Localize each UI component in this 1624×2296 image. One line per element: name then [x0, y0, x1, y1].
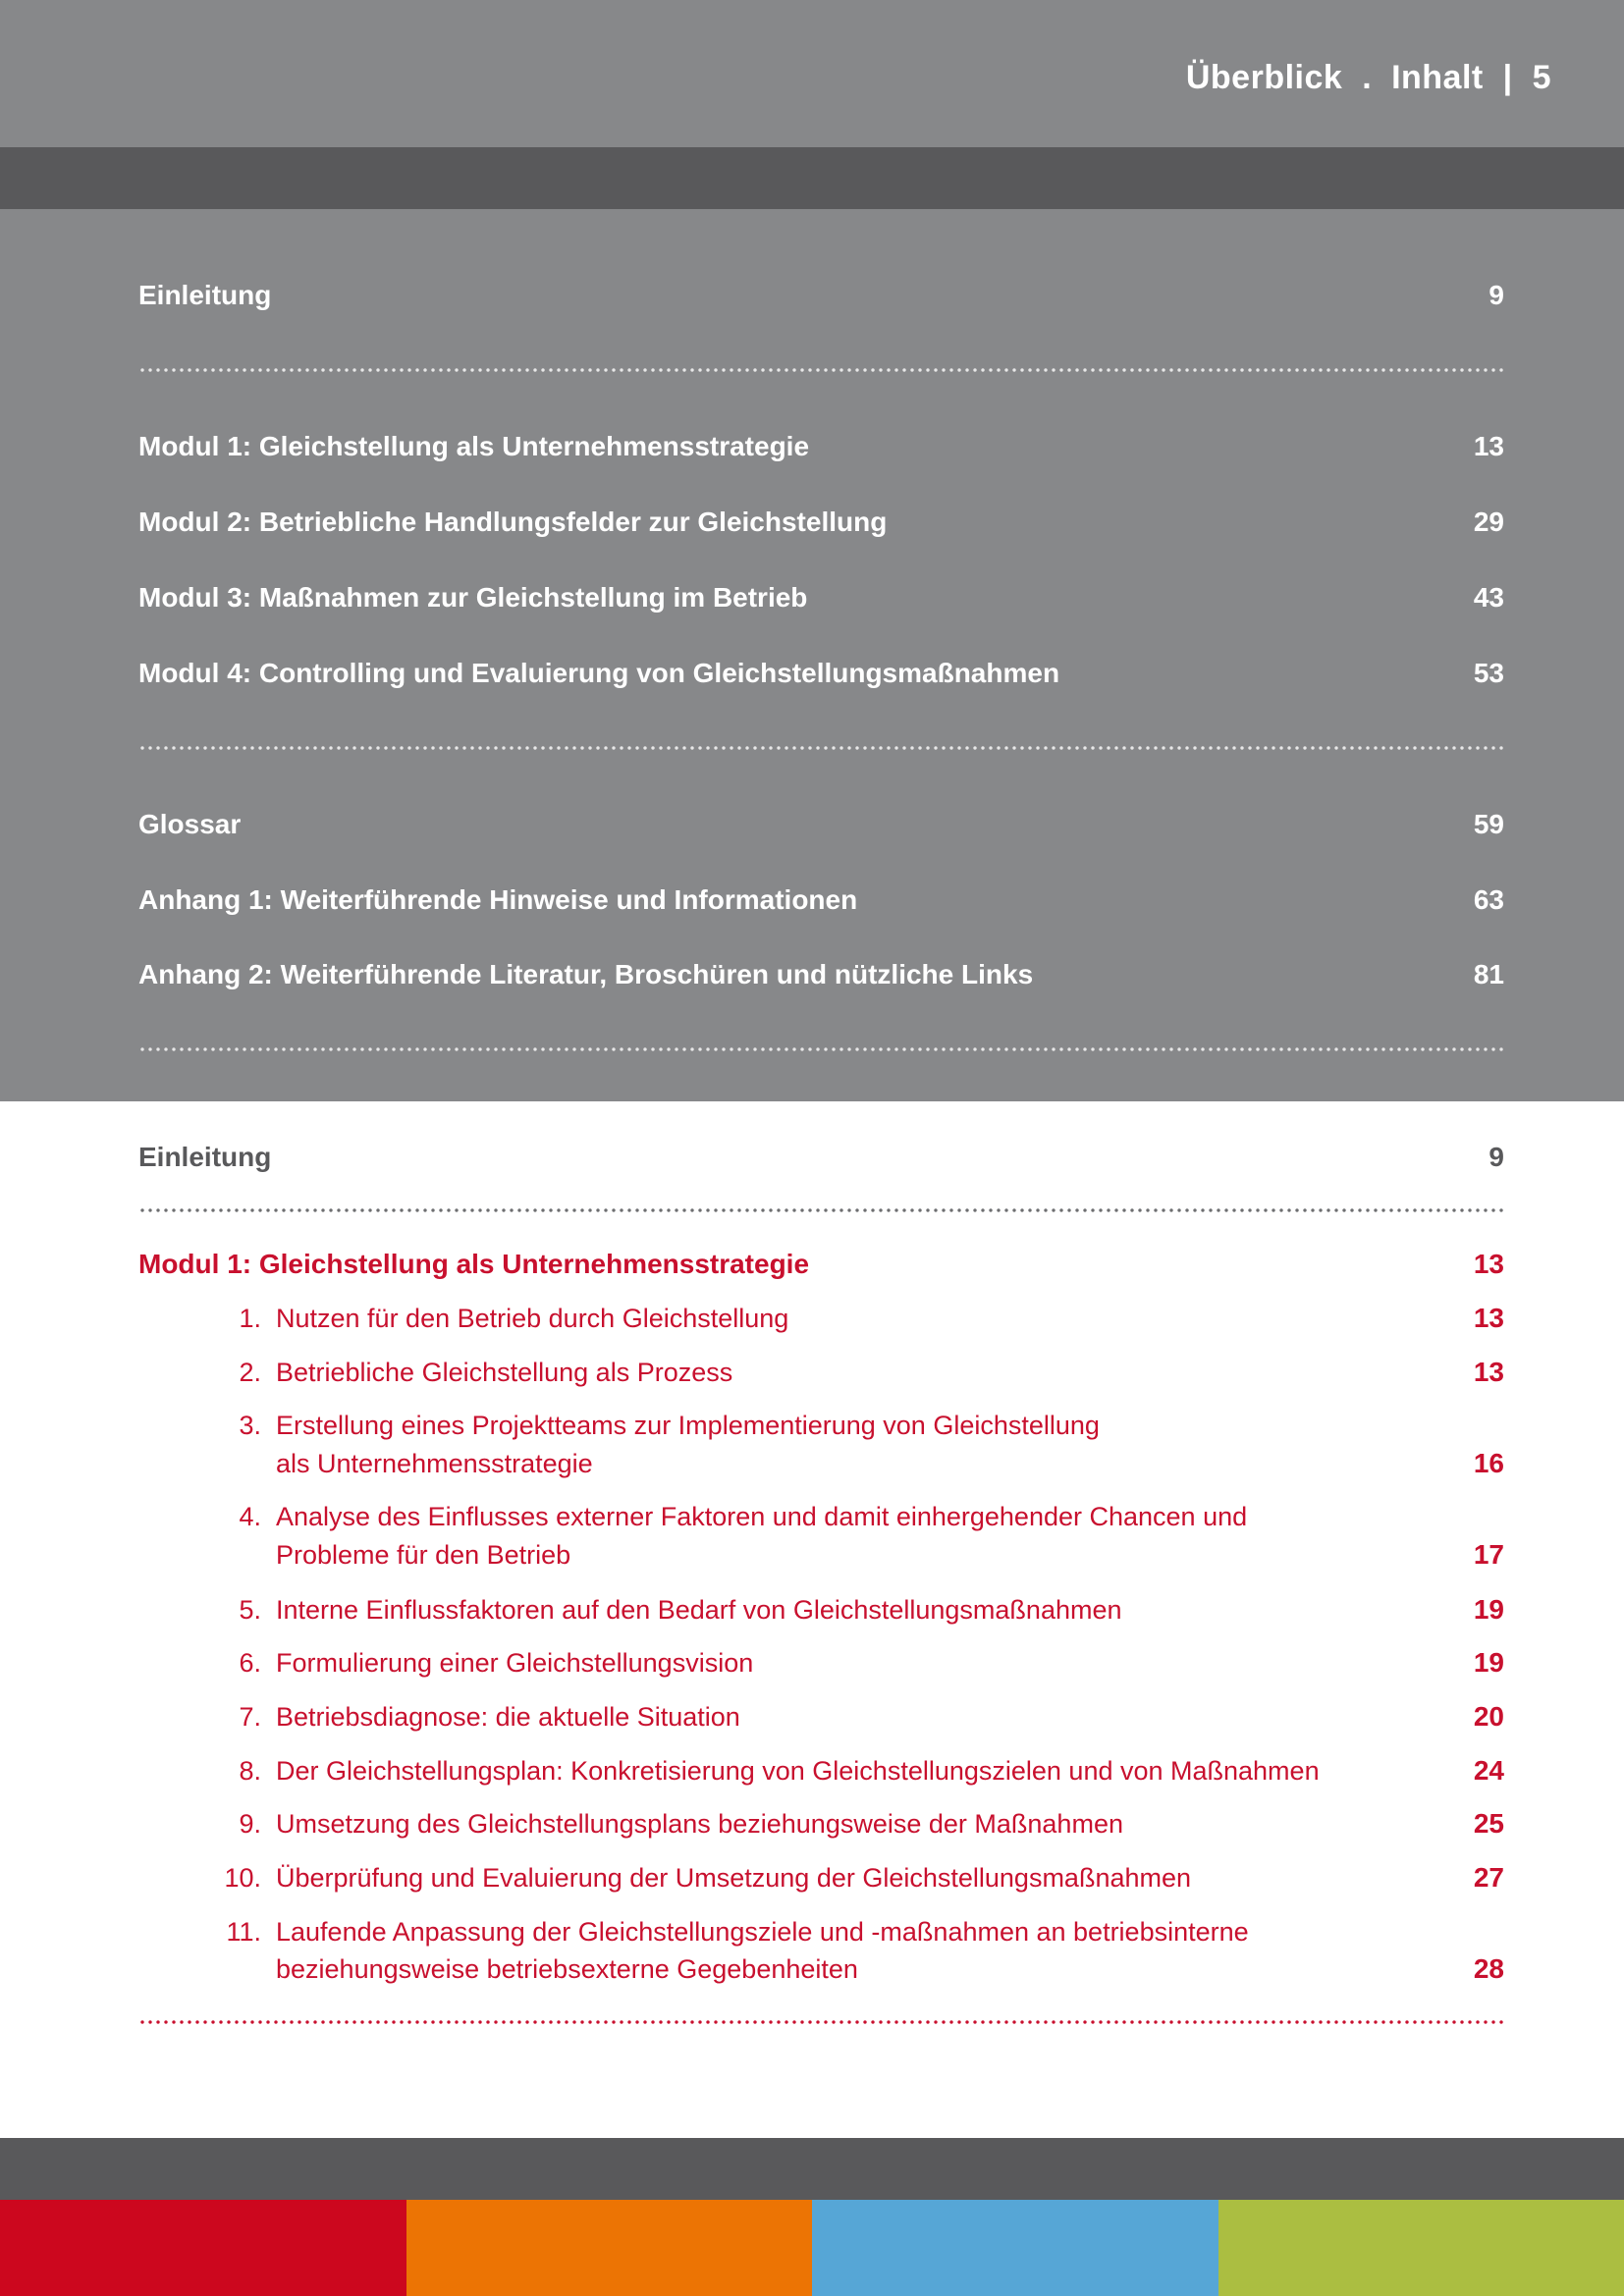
- toc-entry-page: 9: [1489, 280, 1504, 310]
- toc-entry-module-1[interactable]: [138, 427, 1504, 466]
- subsection-number: 9.: [239, 1809, 261, 1839]
- toc-entry-label: Glossar: [138, 809, 242, 839]
- toc-entry-label: Modul 1: Gleichstellung als Unternehmensstrategie: [138, 431, 810, 461]
- subsection-item-4[interactable]: [138, 1497, 1504, 1575]
- subsection-page: 13: [1473, 1303, 1504, 1333]
- toc-entry-label: Anhang 2: Weiterführende Literatur, Broschüren und nützliche Links: [138, 959, 1034, 989]
- subsection-item-1[interactable]: [138, 1299, 1504, 1338]
- subsection-title: Nutzen für den Betrieb durch Gleichstellung: [276, 1304, 789, 1333]
- toc-entry-label: Modul 2: Betriebliche Handlungsfelder zur Gleichstellung: [138, 507, 888, 537]
- subsection-number: 11.: [226, 1917, 261, 1947]
- toc-entry-label: Einleitung: [138, 1142, 272, 1172]
- subsection-number: 2.: [239, 1358, 261, 1387]
- toc-entry-page: 43: [1473, 582, 1504, 613]
- toc-entry-anhang-2[interactable]: [138, 955, 1504, 994]
- subsection-page: 25: [1473, 1808, 1504, 1839]
- toc-entry-page: 13: [1473, 431, 1504, 461]
- toc-entry-anhang-1[interactable]: [138, 881, 1504, 920]
- toc-entry-page: 29: [1473, 507, 1504, 537]
- dotted-separator: [138, 368, 1504, 372]
- running-header: [1186, 53, 1551, 102]
- subsection-item-6[interactable]: [138, 1643, 1504, 1682]
- footer-color-block-blue: [812, 2200, 1218, 2296]
- subsection-title: Betriebliche Gleichstellung als Prozess: [276, 1358, 733, 1387]
- header-band: [0, 0, 1624, 147]
- footer-bar: [0, 2138, 1624, 2200]
- dotted-separator: [138, 2020, 1504, 2024]
- toc-entry-page: 63: [1473, 884, 1504, 915]
- dotted-separator: [138, 1208, 1504, 1212]
- subsection-title: Formulierung einer Gleichstellungsvision: [276, 1648, 754, 1678]
- toc-entry-page: 9: [1489, 1142, 1504, 1172]
- toc-entry-module-2[interactable]: [138, 503, 1504, 542]
- subsection-title: Der Gleichstellungsplan: Konkretisierung von Gleichstellungszielen und von Maßnahmen: [276, 1756, 1320, 1786]
- header-section: Überblick: [1185, 59, 1343, 96]
- subsection-number: 8.: [239, 1756, 261, 1786]
- subsection-title: Interne Einflussfaktoren auf den Bedarf von Gleichstellungsmaßnahmen: [276, 1595, 1122, 1625]
- page-number: 5: [1532, 59, 1551, 96]
- subsection-page: 17: [1473, 1539, 1504, 1570]
- subsection-number: 10.: [224, 1863, 261, 1893]
- header-separator: .: [1362, 59, 1373, 96]
- subsection-item-10[interactable]: [138, 1858, 1504, 1897]
- toc-entry-label: Modul 3: Maßnahmen zur Gleichstellung im Betrieb: [138, 582, 808, 613]
- subsection-title: Betriebsdiagnose: die aktuelle Situation: [276, 1702, 740, 1732]
- subsection-number: 3.: [239, 1411, 261, 1440]
- subsection-title: Analyse des Einflusses externer Faktoren und damit einhergehender Chancen und: [276, 1502, 1248, 1531]
- footer-color-block-red: [0, 2200, 406, 2296]
- subsection-number: 4.: [239, 1502, 261, 1531]
- subsection-page: 19: [1473, 1647, 1504, 1678]
- subsection-page: 24: [1473, 1755, 1504, 1786]
- subsection-title: Laufende Anpassung der Gleichstellungsziele und -maßnahmen an betriebsinterne: [276, 1917, 1249, 1947]
- subsection-title-continued: Probleme für den Betrieb: [276, 1540, 571, 1570]
- toc-entry-module-4[interactable]: [138, 654, 1504, 693]
- subsection-item-8[interactable]: [138, 1751, 1504, 1790]
- toc-entry-intro[interactable]: [138, 276, 1504, 315]
- footer-color-block-orange: [406, 2200, 812, 2296]
- toc-entry-label: Anhang 1: Weiterführende Hinweise und Informationen: [138, 884, 858, 915]
- subsection-item-2[interactable]: [138, 1353, 1504, 1392]
- toc-entry-page: 81: [1473, 959, 1504, 989]
- detail-module-heading[interactable]: [138, 1245, 1504, 1284]
- footer-color-block-green: [1218, 2200, 1624, 2296]
- subsection-number: 6.: [239, 1648, 261, 1678]
- header-chapter: Inhalt: [1391, 59, 1484, 96]
- subsection-number: 1.: [239, 1304, 261, 1333]
- toc-entry-module-3[interactable]: [138, 578, 1504, 617]
- toc-entry-page: 53: [1473, 658, 1504, 688]
- subsection-item-5[interactable]: [138, 1590, 1504, 1629]
- subsection-page: 20: [1473, 1701, 1504, 1732]
- dotted-separator: [138, 746, 1504, 750]
- subsection-page: 28: [1473, 1953, 1504, 1984]
- toc-entry-glossar[interactable]: [138, 805, 1504, 844]
- subsection-title: Erstellung eines Projektteams zur Implementierung von Gleichstellung: [276, 1411, 1100, 1440]
- subsection-title: Umsetzung des Gleichstellungsplans beziehungsweise der Maßnahmen: [276, 1809, 1123, 1839]
- toc-entry-label: Modul 4: Controlling und Evaluierung von Gleichstellungsmaßnahmen: [138, 658, 1060, 688]
- subsection-item-11[interactable]: [138, 1912, 1504, 1991]
- detail-entry-intro[interactable]: [138, 1138, 1504, 1177]
- subsection-title-continued: beziehungsweise betriebsexterne Gegebenheiten: [276, 1954, 858, 1984]
- toc-entry-page: 59: [1473, 809, 1504, 839]
- subsection-page: 16: [1473, 1448, 1504, 1478]
- subsection-item-7[interactable]: [138, 1697, 1504, 1736]
- subsection-number: 5.: [239, 1595, 261, 1625]
- subsection-page: 27: [1473, 1862, 1504, 1893]
- subsection-page: 13: [1473, 1357, 1504, 1387]
- subsection-item-9[interactable]: [138, 1804, 1504, 1843]
- header-divider-bar: [0, 147, 1624, 209]
- toc-entry-label: Einleitung: [138, 280, 272, 310]
- subsection-title: Überprüfung und Evaluierung der Umsetzung der Gleichstellungsmaßnahmen: [276, 1863, 1192, 1893]
- subsection-item-3[interactable]: [138, 1406, 1504, 1484]
- header-divider: |: [1502, 59, 1513, 96]
- subsection-number: 7.: [239, 1702, 261, 1732]
- module-title: Modul 1: Gleichstellung als Unternehmensstrategie: [138, 1249, 810, 1279]
- subsection-page: 19: [1473, 1594, 1504, 1625]
- dotted-separator: [138, 1047, 1504, 1051]
- subsection-title-continued: als Unternehmensstrategie: [276, 1449, 593, 1478]
- module-page: 13: [1473, 1249, 1504, 1279]
